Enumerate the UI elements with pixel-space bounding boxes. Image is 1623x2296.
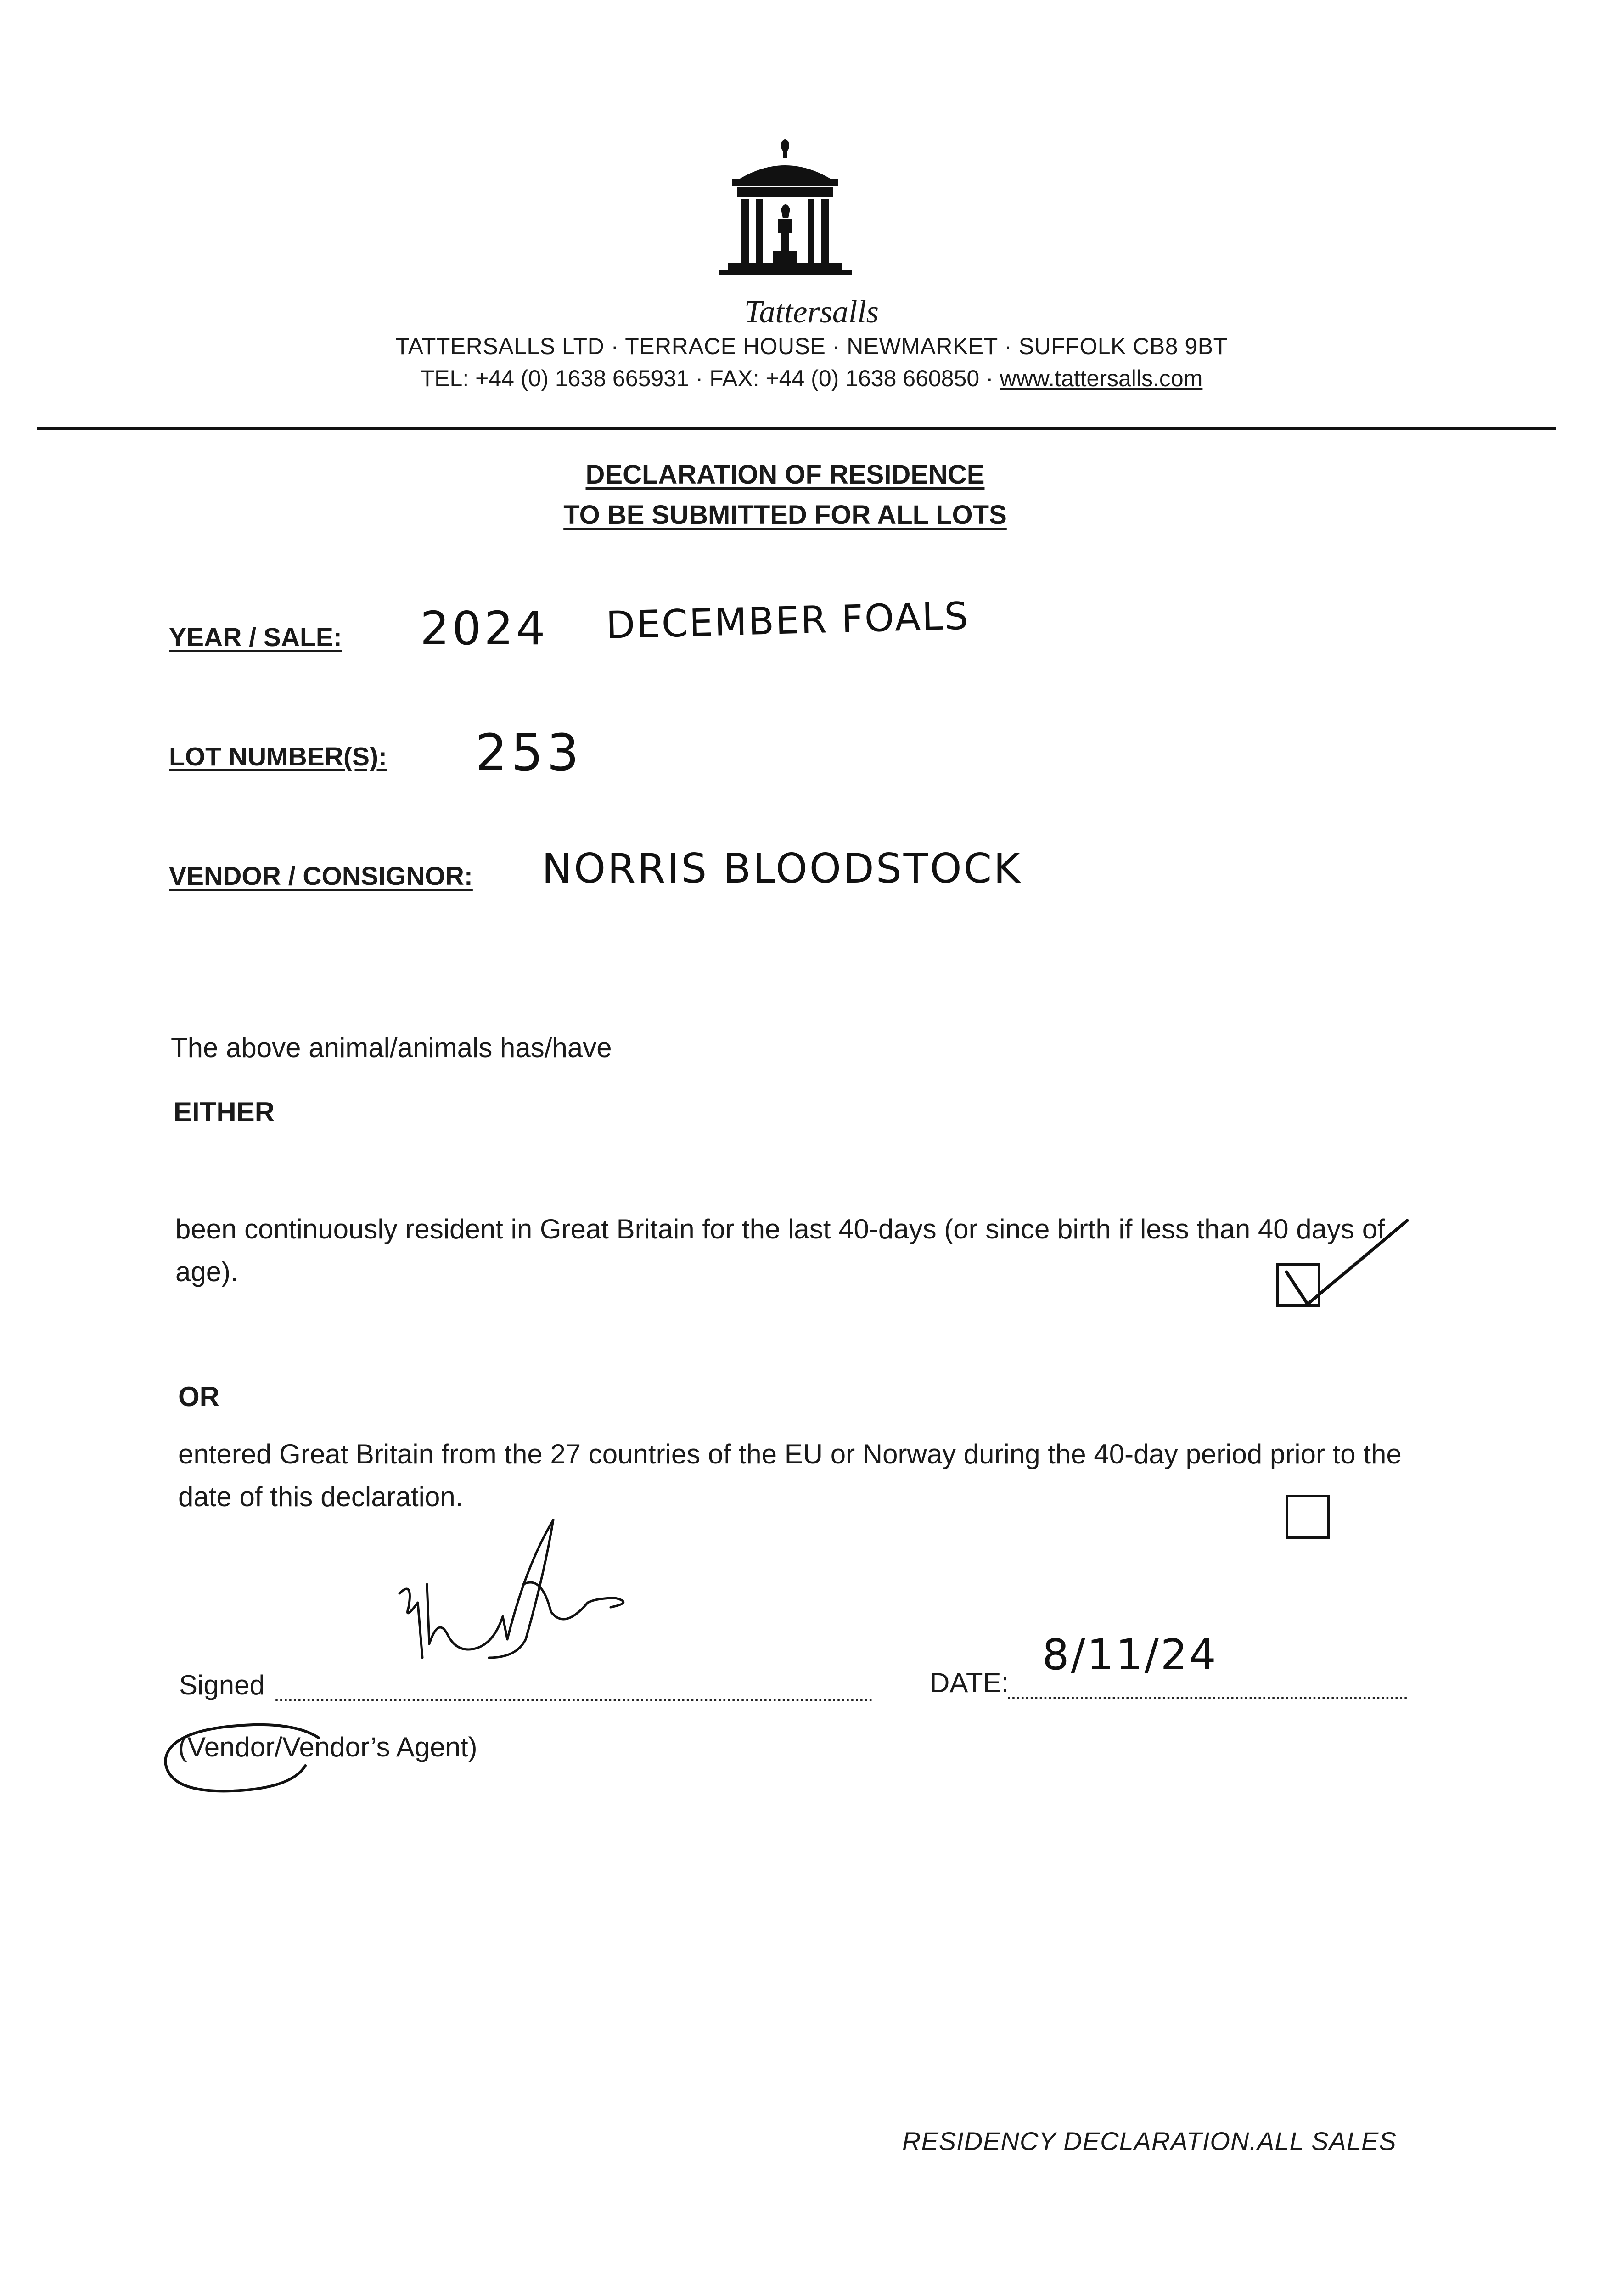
contact-details: TEL: +44 (0) 1638 665931 · FAX: +44 (0) 1638 660850 · [420,366,1000,391]
date-value[interactable]: 8/11/24 [1042,1630,1218,1679]
form-title: DECLARATION OF RESIDENCE [585,460,985,490]
option-entered-text: entered Great Britain from the 27 countries of the EU or Norway during the 40-day period prior to the date of this declaration. [178,1439,1402,1512]
signature-mark [386,1511,689,1713]
company-address: TATTERSALLS LTD · TERRACE HOUSE · NEWMARKET · SUFFOLK CB8 9BT [395,333,1228,359]
footer-reference: RESIDENCY DECLARATION.ALL SALES [902,2127,1397,2155]
form-subtitle: TO BE SUBMITTED FOR ALL LOTS [563,500,1007,530]
vendor-value[interactable]: NORRIS BLOODSTOCK [542,845,1022,892]
option-entered-checkbox[interactable] [1286,1495,1330,1539]
contact-line [0,365,1623,392]
sale-value[interactable]: DECEMBER FOALS [605,594,970,647]
signed-label: Signed [179,1670,265,1700]
header-divider [37,427,1556,430]
lot-number-value[interactable]: 253 [475,723,583,782]
signatory-role-label: (Vendor/Vendor’s Agent) [178,1732,477,1762]
lot-number-label: LOT NUMBER(S): [169,742,387,771]
date-line [1008,1697,1407,1699]
option-resident-checkbox[interactable] [1276,1263,1320,1307]
either-heading: EITHER [174,1097,275,1127]
date-label: DATE: [930,1667,1009,1698]
year-value[interactable]: 2024 [420,602,548,655]
signature-line[interactable] [275,1699,872,1701]
declaration-intro: The above animal/animals has/have [171,1032,612,1063]
or-heading: OR [178,1381,219,1412]
tattersalls-logo [714,135,856,292]
vendor-label: VENDOR / CONSIGNOR: [169,861,473,891]
brand-name: Tattersalls [744,294,879,330]
year-sale-label: YEAR / SALE: [169,623,342,652]
option-resident-text: been continuously resident in Great Britain for the last 40-days (or since birth if less than 40 days of age). [175,1214,1385,1287]
website-link[interactable]: www.tattersalls.com [1000,366,1203,391]
